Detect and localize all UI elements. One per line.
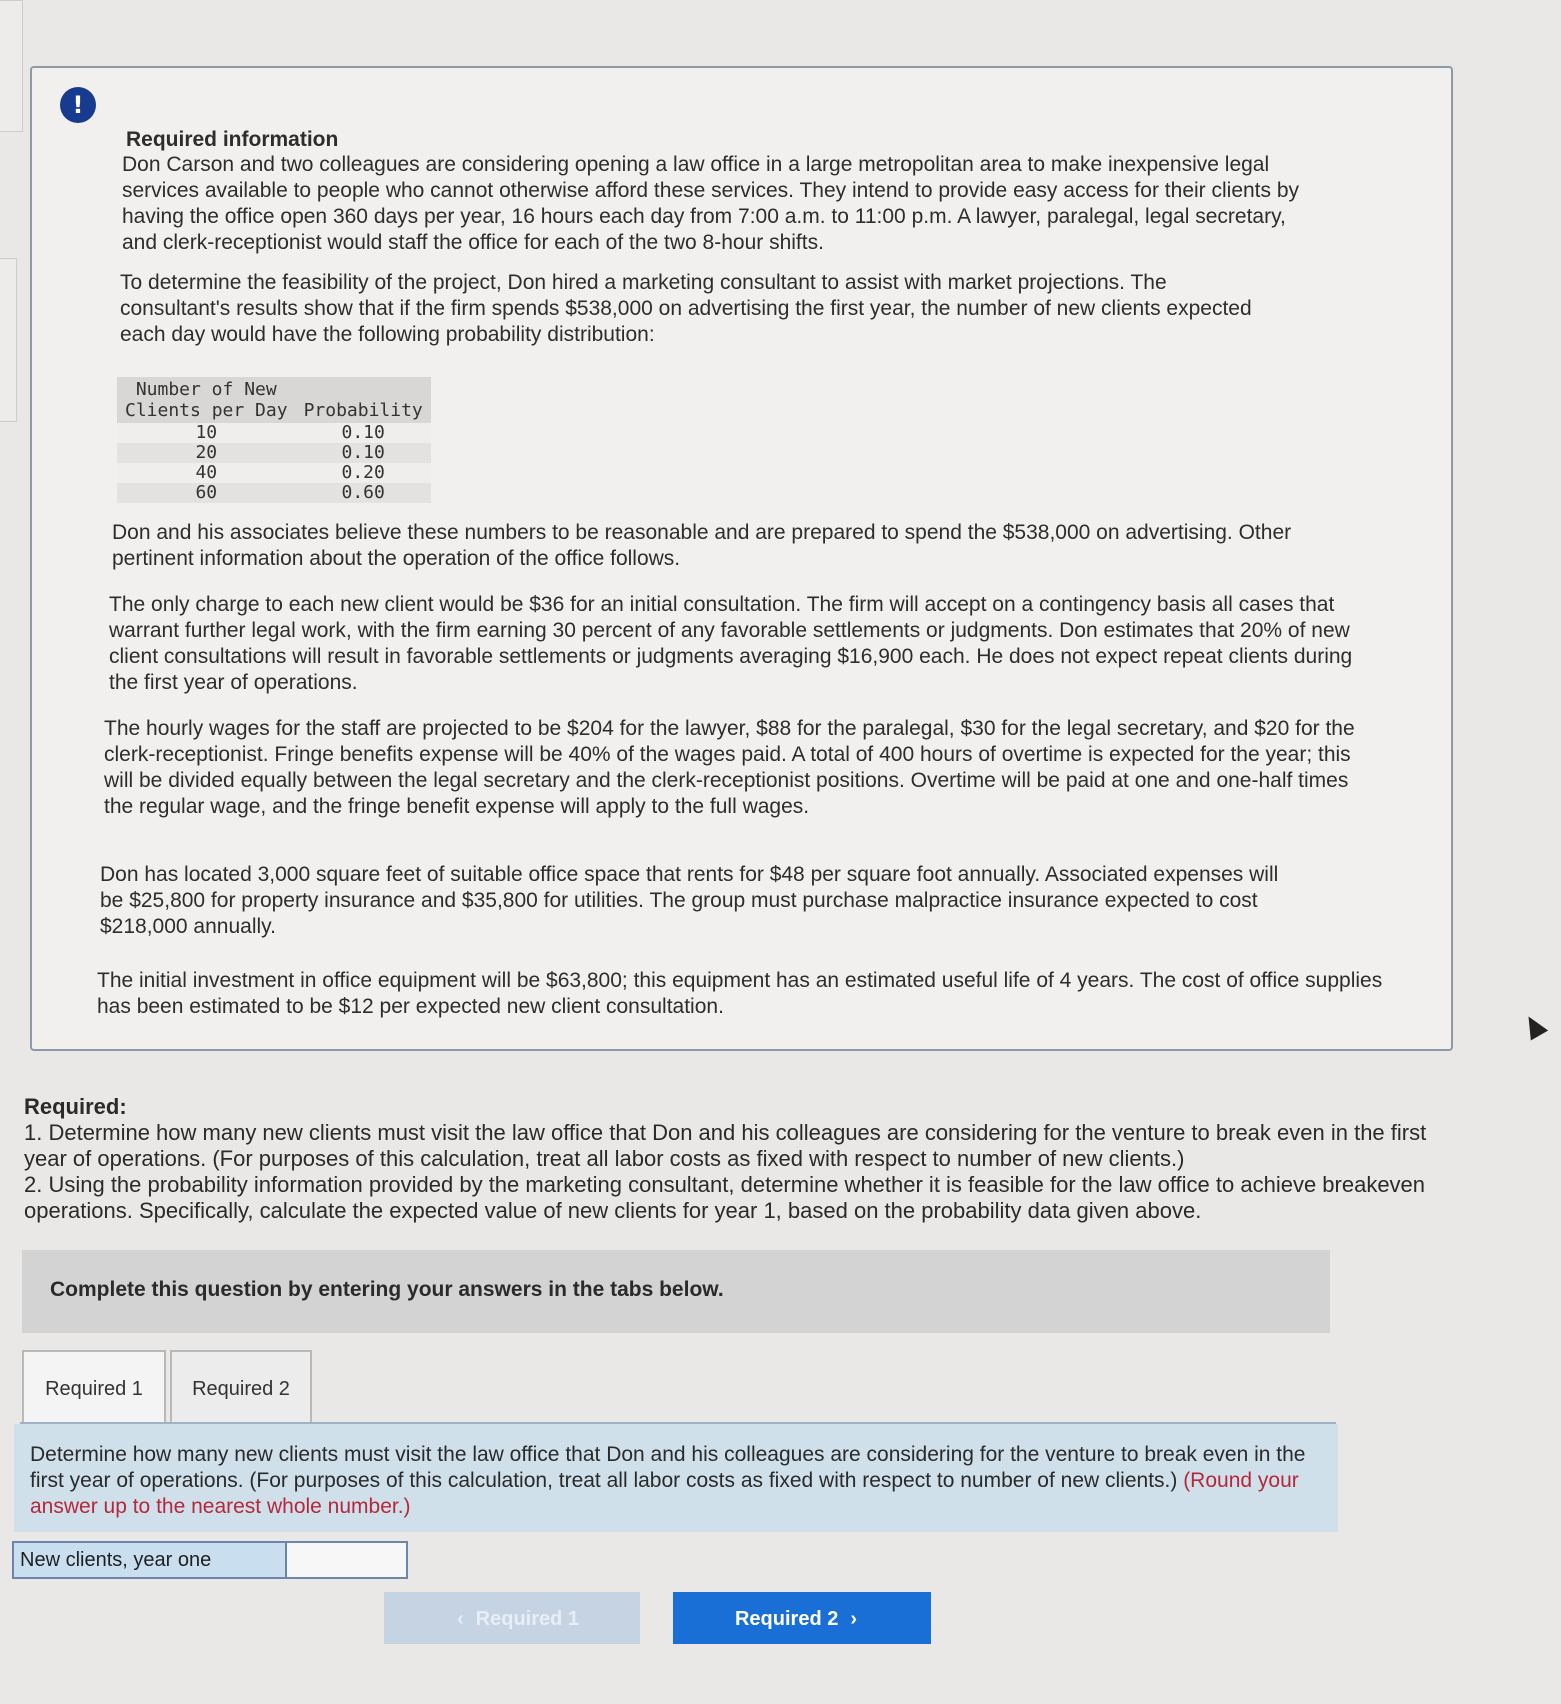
prev-required-1-button[interactable] (384, 1592, 640, 1644)
probability-table (117, 377, 431, 503)
mouse-cursor-icon (1520, 1011, 1548, 1040)
tab-required-1[interactable]: Required 1 (22, 1350, 166, 1424)
header-probability: Probability (296, 377, 431, 423)
chevron-left-icon: ‹ (456, 1608, 464, 1630)
new-clients-input[interactable] (285, 1541, 408, 1579)
info-paragraph-6: Don has located 3,000 square feet of suitable office space that rents for $48 per square foot annually. Associated expenses will be $25,800 for property insurance and $35,800 for utilities. The group must purchase malpractice insurance expected to cost $218,000 annually. (100, 863, 1279, 938)
tab-required-2[interactable]: Required 2 (170, 1350, 312, 1424)
info-paragraph-1: Don Carson and two colleagues are considering opening a law office in a large metropolitan area to make inexpensive legal services available to people who cannot otherwise afford these services. They intend to provide easy access for their clients by having the office open 360 days per year, 16 hours each day from 7:00 a.m. to 11:00 p.m. A lawyer, paralegal, legal secretary, and clerk-receptionist would staff the office for each of the two 8-hour shifts. (122, 153, 1300, 254)
table-row: 60 0.60 (117, 483, 431, 503)
prev-button-label: Required 1 (475, 1608, 580, 1630)
table-row: 20 0.10 (117, 443, 431, 463)
alert-icon: ! (60, 87, 96, 123)
answer-label: New clients, year one (12, 1541, 287, 1579)
info-paragraph-2: To determine the feasibility of the project, Don hired a marketing consultant to assist with market projections. The consultant's results show that if the firm spends $538,000 on advertising the first year, the number of new clients expected each day would have the following probability distribution: (120, 271, 1252, 346)
required-label: Required: (24, 1094, 127, 1119)
next-required-2-button[interactable] (673, 1592, 931, 1644)
required-item-2: 2. Using the probability information provided by the marketing consultant, determine whether it is feasible for the law office to achieve breakeven operations. Specifically, calculate the expected value of new clients for year 1, based on the probability data given above. (24, 1172, 1426, 1223)
info-paragraph-3: Don and his associates believe these numbers to be reasonable and are prepared to spend the $538,000 on advertising. Other pertinent information about the operation of the office follows. (112, 521, 1292, 570)
required-information-title: Required information (126, 128, 339, 151)
header-clients: Number of New Clients per Day (117, 377, 296, 423)
left-edge-frame-mid (0, 258, 17, 422)
table-row: 10 0.10 (117, 423, 431, 443)
required-section (24, 1094, 1464, 1224)
info-paragraph-7: The initial investment in office equipment will be $63,800; this equipment has an estimated useful life of 4 years. The cost of office supplies has been estimated to be $12 per expected new client consultation. (97, 969, 1383, 1018)
required-item-1: 1. Determine how many new clients must visit the law office that Don and his colleagues are considering for the venture to break even in the first year of operations. (For purposes of this calculation, treat all labor costs as fixed with respect to number of new clients.) (24, 1120, 1427, 1171)
info-paragraph-4: The only charge to each new client would be $36 for an initial consultation. The firm will accept on a contingency basis all cases that warrant further legal work, with the firm earning 30 percent of any favorable settlements or judgments. Don estimates that 20% of new client consultations will result in favorable settlements or judgments averaging $16,900 each. He does not expect repeat clients during the first year of operations. (109, 593, 1353, 694)
instruction-text: Determine how many new clients must visit the law office that Don and his colleagues are considering for the venture to break even in the first year of operations. (For purposes of this calculation, treat all labor costs as fixed with respect to number of new clients.) (30, 1443, 1306, 1492)
table-row: 40 0.20 (117, 463, 431, 483)
left-edge-frame-top (0, 0, 23, 132)
rounding-note: (Round your answer up to the nearest whole number.) (30, 1469, 1299, 1518)
complete-instruction-bar: Complete this question by entering your answers in the tabs below. (22, 1250, 1330, 1333)
info-paragraph-5: The hourly wages for the staff are projected to be $204 for the lawyer, $88 for the paralegal, $30 for the legal secretary, and $20 for the clerk-receptionist. Fringe benefits expense will be 40% of the wages paid. A total of 400 hours of overtime is expected for the year; this will be divided equally between the legal secretary and the clerk-receptionist positions. Overtime will be paid at one and one-half times the regular wage, and the fringe benefit expense will apply to the full wages. (104, 717, 1355, 818)
instruction-panel (14, 1424, 1338, 1532)
chevron-right-icon: › (850, 1608, 858, 1630)
next-button-label: Required 2 (734, 1608, 839, 1630)
table-header (117, 377, 431, 423)
